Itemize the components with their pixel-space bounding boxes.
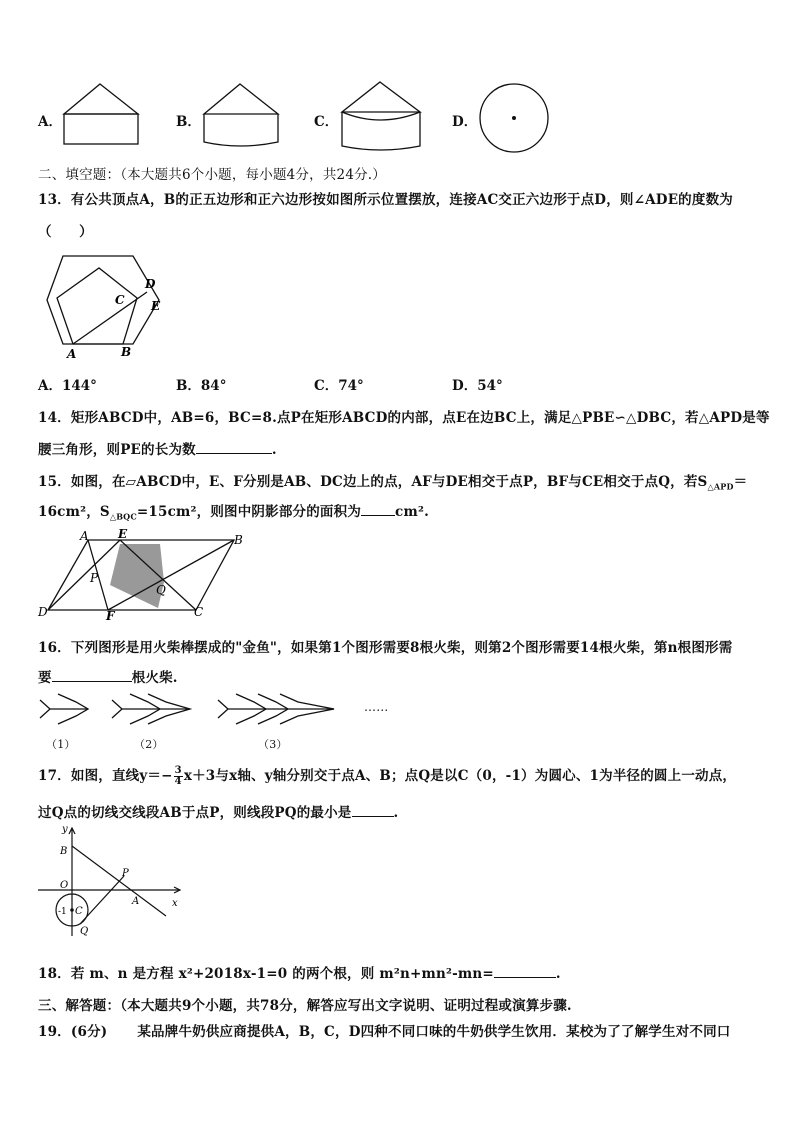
q17-label-x: x xyxy=(172,898,178,909)
q18-text-a: 18．若 m、n 是方程 x²+2018x-1=0 的两个根，则 m²n+mn²-mn= xyxy=(38,966,494,982)
q12-option-d-label: D． xyxy=(452,114,478,130)
q15-label-q: Q xyxy=(156,583,166,597)
q17-line2 xyxy=(38,801,398,821)
q19-number: 19．(6分) xyxy=(38,1024,108,1040)
q17-fraction xyxy=(174,766,183,787)
q15-sub-bqc: △BQC xyxy=(109,511,137,522)
q16-answer-blank[interactable] xyxy=(52,669,132,682)
q16-caption-3: （3） xyxy=(258,738,288,751)
q17-label-a: A xyxy=(132,896,140,907)
q17-line1-a: 17．如图，直线y＝− xyxy=(38,768,173,784)
q17-line1-b: x＋3与x轴、y轴分别交于点A、B；点Q是以C（0，-1）为圆心、1为半径的圆上一动点， xyxy=(183,768,737,784)
q15-line2-c: cm². xyxy=(395,504,429,520)
q15-label-p: P xyxy=(90,571,99,585)
q14-line1: 14．矩形ABCD中，AB=6，BC=8.点P在矩形ABCD的内部，点E在边BC上，满足△PBE∽△DBC，若△APD是等 xyxy=(38,410,770,426)
q15-label-a: A xyxy=(80,529,89,543)
q19-line xyxy=(38,1020,731,1040)
q12-figure-b xyxy=(202,82,282,152)
q17-label-c: C xyxy=(75,906,83,917)
q12-option-c-label: C． xyxy=(314,114,339,130)
q15-label-e: E xyxy=(118,527,128,541)
q15-line1-end: ＝ xyxy=(733,474,748,490)
q12-figure-c xyxy=(340,80,430,154)
section-3-heading: 三、解答题：（本大题共9个小题，共78分，解答应写出文字说明、证明过程或演算步骤. xyxy=(38,998,572,1014)
q12-figure-a xyxy=(62,82,142,152)
q17-label-b: B xyxy=(60,846,68,857)
q13-label-a: A xyxy=(67,347,77,361)
q16-line1: 16．下列图形是用火柴棒摆成的"金鱼"，如果第1个图形需要8根火柴，则第2个图形需要14根火柴，第n根图形需 xyxy=(38,640,733,656)
q17-line2-b: . xyxy=(393,805,399,821)
q17-label-y: y xyxy=(62,824,68,835)
q13-option-d: D．54° xyxy=(452,378,503,394)
q13-label-b: B xyxy=(121,345,132,359)
q17-figure xyxy=(34,824,194,944)
q12-option-a-label: A． xyxy=(38,114,62,130)
q18-line xyxy=(38,962,561,982)
q13-option-b: B．84° xyxy=(176,378,227,394)
q15-line1 xyxy=(38,470,747,492)
q19-text: 某品牌牛奶供应商提供A，B，C，D四种不同口味的牛奶供学生饮用．某校为了了解学生对不同口 xyxy=(137,1024,731,1040)
q15-line2-b: =15cm²，则图中阴影部分的面积为 xyxy=(136,504,362,520)
q15-line2-a: 16cm²，S xyxy=(38,504,110,520)
q14-answer-blank[interactable] xyxy=(196,441,272,454)
q15-label-d: D xyxy=(38,605,48,619)
q15-sub-apd: △APD xyxy=(707,481,734,492)
q15-label-f: F xyxy=(106,609,115,623)
q16-goldfish-figure-1 xyxy=(38,692,98,728)
q12-option-b-label: B． xyxy=(176,114,201,130)
q13-paren: （ ） xyxy=(38,224,93,240)
q16-goldfish-figure-3 xyxy=(216,692,346,728)
q14-line2-b: . xyxy=(271,442,277,458)
q15-figure xyxy=(36,527,256,623)
q15-line2 xyxy=(38,500,429,522)
q16-line2-a: 要 xyxy=(38,670,52,686)
q16-caption-1: （1） xyxy=(46,738,76,751)
q13-option-a: A．144° xyxy=(38,378,97,394)
q13-label-d: D xyxy=(145,277,156,291)
q15-line1-text: 15．如图，在▱ABCD中，E、F分别是AB、DC边上的点，AF与DE相交于点P，BF与CE相交于点Q，若S xyxy=(38,474,708,490)
q13-text: 13．有公共顶点A，B的正五边形和正六边形按如图所示位置摆放，连接AC交正六边形于点D，则∠ADE的度数为 xyxy=(38,192,733,208)
q17-answer-blank[interactable] xyxy=(352,804,394,817)
q13-option-c: C．74° xyxy=(314,378,364,394)
q14-line2-a: 腰三角形，则PE的长为数 xyxy=(38,442,196,458)
q15-label-b: B xyxy=(234,533,243,547)
q17-label-p: P xyxy=(122,868,129,879)
q15-answer-blank[interactable] xyxy=(361,503,395,516)
q16-line2 xyxy=(38,666,178,686)
q17-label-neg1: -1 xyxy=(58,907,67,917)
q16-caption-2: （2） xyxy=(134,738,164,751)
q13-label-e: E xyxy=(151,299,161,313)
q16-ellipsis: …… xyxy=(364,700,389,714)
q13-label-c: C xyxy=(115,293,125,307)
section-2-heading: 二、填空题：（本大题共6个小题，每小题4分，共24分.） xyxy=(38,167,386,183)
q17-line1 xyxy=(38,764,736,787)
q15-label-c: C xyxy=(194,605,204,619)
q12-figure-d xyxy=(478,82,558,162)
q17-frac-den: 4 xyxy=(174,776,182,787)
q16-line2-b: 根火柴. xyxy=(131,670,178,686)
q18-text-b: . xyxy=(555,966,561,982)
q14-line2 xyxy=(38,438,277,458)
q17-label-q: Q xyxy=(80,926,89,937)
q13-figure xyxy=(45,252,175,362)
q17-label-o: O xyxy=(60,880,69,891)
q17-line2-a: 过Q点的切线交线段AB于点P，则线段PQ的最小是 xyxy=(38,805,352,821)
q16-goldfish-figure-2 xyxy=(110,692,200,728)
q18-answer-blank[interactable] xyxy=(494,965,556,978)
q17-frac-num: 3 xyxy=(174,765,182,776)
